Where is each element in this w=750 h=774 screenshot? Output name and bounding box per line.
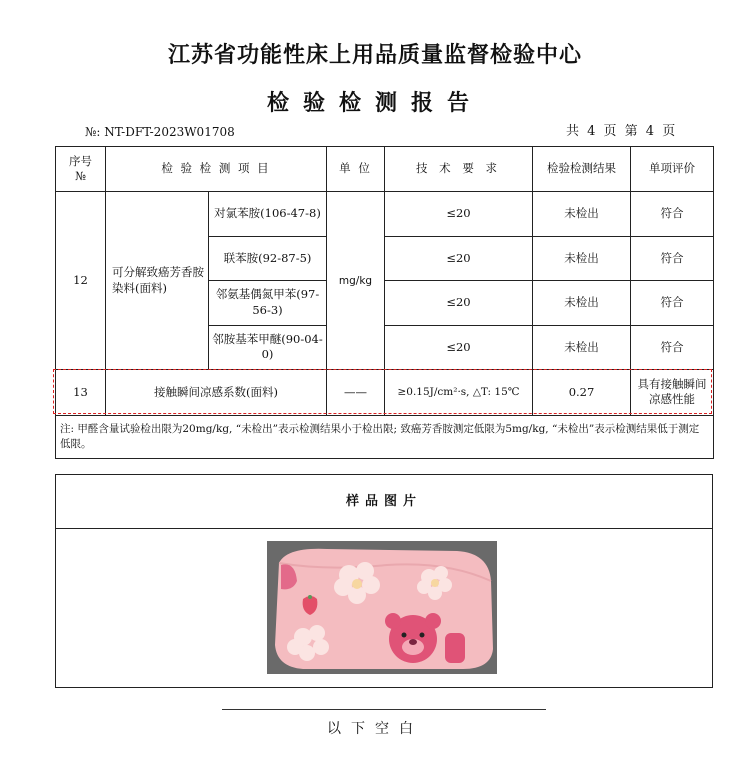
header-unit: 单 位 bbox=[327, 147, 385, 192]
header-requirement: 技 术 要 求 bbox=[385, 147, 533, 192]
page-info: 共 4 页 第 4 页 bbox=[566, 124, 678, 139]
subitem-result: 未检出 bbox=[533, 192, 631, 236]
header-evaluation: 单项评价 bbox=[631, 147, 714, 192]
subitem-evaluation: 符合 bbox=[631, 236, 714, 280]
subitem-name: 联苯胺(92-87-5) bbox=[209, 236, 327, 280]
subitem-requirement: ≤20 bbox=[385, 236, 533, 280]
table-row bbox=[56, 192, 714, 236]
subitem-evaluation: 符合 bbox=[631, 281, 714, 325]
inspection-table bbox=[55, 146, 714, 459]
table-header-row bbox=[56, 147, 714, 192]
sample-heading: 样品图片 bbox=[56, 475, 712, 529]
report-title: 检验检测报告 bbox=[266, 91, 483, 116]
subitem-evaluation: 符合 bbox=[631, 192, 714, 236]
row12-unit: mg/kg bbox=[327, 192, 385, 370]
subitem-name: 对氯苯胺(106-47-8) bbox=[209, 192, 327, 236]
subitem-requirement: ≤20 bbox=[385, 325, 533, 369]
table-row bbox=[56, 370, 714, 415]
pillow-photo bbox=[267, 541, 497, 674]
row13-no: 13 bbox=[56, 370, 106, 415]
subitem-requirement: ≤20 bbox=[385, 192, 533, 236]
table-note: 注: 甲醛含量试验检出限为20mg/kg, “未检出”表示检测结果小于检出限; 致癌芳香胺测定低限为5mg/kg, “未检出”表示检测结果低于测定低限。 bbox=[56, 415, 714, 458]
note-row bbox=[56, 415, 714, 458]
header-result: 检验检测结果 bbox=[533, 147, 631, 192]
row12-no: 12 bbox=[56, 192, 106, 370]
row13-requirement: ≥0.15J/cm²·s, △T: 15℃ bbox=[385, 370, 533, 415]
subitem-requirement: ≤20 bbox=[385, 281, 533, 325]
org-title: 江苏省功能性床上用品质量监督检验中心 bbox=[167, 43, 582, 68]
row12-item: 可分解致癌芳香胺染料(面料) bbox=[106, 192, 209, 370]
row13-unit: —— bbox=[327, 370, 385, 415]
row13-result: 0.27 bbox=[533, 370, 631, 415]
row13-evaluation: 具有接触瞬间凉感性能 bbox=[631, 370, 714, 415]
end-divider bbox=[222, 709, 546, 710]
header-item: 检 验 检 测 项 目 bbox=[106, 147, 327, 192]
subitem-result: 未检出 bbox=[533, 325, 631, 369]
report-number: №: NT-DFT-2023W01708 bbox=[85, 125, 235, 139]
subitem-evaluation: 符合 bbox=[631, 325, 714, 369]
subitem-result: 未检出 bbox=[533, 236, 631, 280]
row13-item: 接触瞬间凉感系数(面料) bbox=[106, 370, 327, 415]
header-no: 序号 № bbox=[56, 147, 106, 192]
subitem-name: 邻胺基苯甲醚(90-04-0) bbox=[209, 325, 327, 369]
subitem-result: 未检出 bbox=[533, 281, 631, 325]
end-text: 以下空白 bbox=[327, 721, 423, 737]
subitem-name: 邻氨基偶氮甲苯(97-56-3) bbox=[209, 281, 327, 325]
sample-section bbox=[55, 474, 713, 688]
